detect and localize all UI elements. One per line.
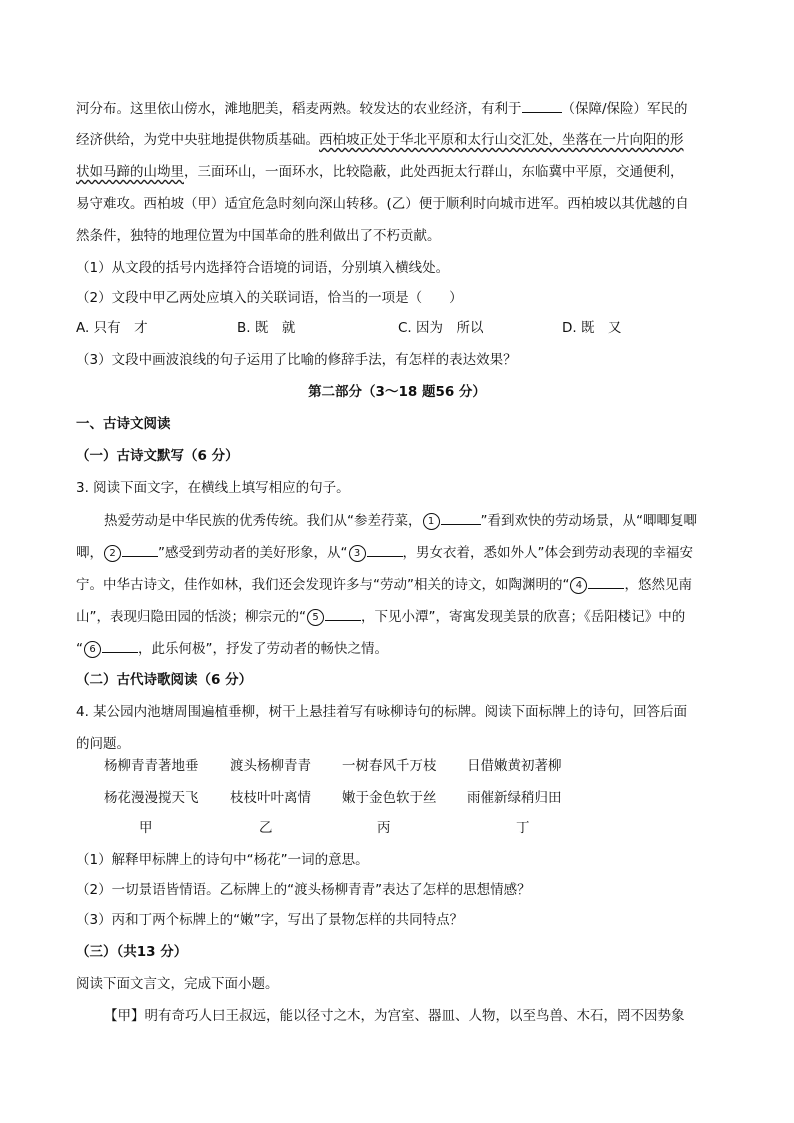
circled-number-1: 1 (423, 513, 440, 530)
subsection-3-heading: （三）（共13 分） (76, 944, 188, 960)
sign-bing-line-1: 一树春风千万枝 (342, 758, 437, 774)
sign-jia-line-1: 杨柳青青著地垂 (104, 758, 199, 774)
question-4-1: （1）解释甲标牌上的诗句中“杨花”一词的意思。 (76, 852, 369, 868)
sign-ding-line-1: 日借嫩黄初著柳 (467, 758, 562, 774)
option-c: C. 因为 所以 (398, 320, 484, 336)
circled-number-6: 6 (84, 641, 101, 658)
sign-jia-line-2: 杨花漫漫搅天飞 (104, 790, 199, 806)
passage-line-4: 易守难攻。西柏坡（甲）适宜危急时刻向深山转移。(乙）便于顺利时向城市进军。西柏坡以其优越的自 (76, 196, 689, 212)
sign-label-jia: 甲 (139, 820, 153, 836)
subsection-2-heading: （二）古代诗歌阅读（6 分） (76, 672, 253, 688)
answer-blank (441, 510, 481, 525)
question-3-main: 3. 阅读下面文字，在横线上填写相应的句子。 (76, 480, 350, 496)
reading-prompt: 阅读下面文言文，完成下面小题。 (76, 976, 279, 992)
question-4-line-1: 4. 某公园内池塘周围遍植垂柳，树干上悬挂着写有咏柳诗句的标牌。阅读下面标牌上的诗句，回答后面 (76, 704, 688, 720)
passage-line-1: 河分布。这里依山傍水，滩地肥美，稻麦两熟。较发达的农业经济，有利于 （保障/保险）军民的 (76, 98, 688, 119)
classical-text-line-1: 【甲】明有奇巧人曰王叔远，能以径寸之木，为宫室、器皿、人物，以至鸟兽、木石，罔不因势象 (104, 1008, 685, 1024)
fill-line-5: “ 6 ，此乐何极”，抒发了劳动者的畅快之情。 (76, 638, 388, 659)
fill-line-1: 热爱劳动是中华民族的优秀传统。我们从“参差荇菜， 1 ”看到欢快的劳动场景，从“唧唧复唧 (104, 510, 697, 531)
wavy-underlined-sentence-end: 状如马蹄的山坳里 (76, 164, 184, 180)
wavy-underlined-sentence: 西柏坡正处于华北平原和太行山交汇处，坐落在一片向阳的形 (319, 132, 684, 148)
fill-line-3: 宁。中华古诗文，佳作如林，我们还会发现许多与“劳动”相关的诗文，如陶渊明的“ 4 ，悠然见南 (76, 574, 692, 595)
fill-line-4: 山”，表现归隐田园的恬淡；柳宗元的“ 5 ，下见小潭”，寄寓发现美景的欣喜；《岳阳楼记》中的 (76, 606, 685, 627)
circled-number-4: 4 (570, 577, 587, 594)
question-1: （1）从文段的括号内选择符合语境的词语，分别填入横线处。 (76, 260, 450, 276)
sign-yi-line-1: 渡头杨柳青青 (230, 758, 311, 774)
answer-blank (122, 542, 158, 557)
fill-line-2: 唧， 2 ”感受到劳动者的美好形象，从“ 3 ，男女衣着，悉如外人”体会到劳动表现的幸福安 (76, 542, 693, 563)
option-a: A. 只有 才 (76, 320, 148, 336)
section-1-heading: 一、古诗文阅读 (76, 416, 171, 432)
answer-blank (367, 542, 403, 557)
sign-label-bing: 丙 (377, 820, 391, 836)
part-two-heading: 第二部分（3～18 题56 分） (308, 384, 486, 400)
sign-yi-line-2: 枝枝叶叶离情 (230, 790, 311, 806)
passage-line-3: 状如马蹄的山坳里，三面环山，一面环水，比较隐蔽，此处西扼太行群山，东临冀中平原，交通便利， (76, 164, 684, 180)
passage-line-2: 经济供给，为党中央驻地提供物质基础。西柏坡正处于华北平原和太行山交汇处，坐落在一片向阳的形 (76, 132, 684, 148)
circled-number-2: 2 (104, 545, 121, 562)
passage-line-5: 然条件，独特的地理位置为中国革命的胜利做出了不朽贡献。 (76, 228, 441, 244)
question-2: （2）文段中甲乙两处应填入的关联词语，恰当的一项是（ ） (76, 290, 463, 306)
sign-label-yi: 乙 (259, 820, 273, 836)
question-3: （3）文段中画波浪线的句子运用了比喻的修辞手法，有怎样的表达效果？ (76, 352, 517, 368)
subsection-1-heading: （一）古诗文默写（6 分） (76, 448, 239, 464)
circled-number-5: 5 (307, 609, 324, 626)
sign-label-ding: 丁 (516, 820, 530, 836)
sign-bing-line-2: 嫩于金色软于丝 (342, 790, 437, 806)
option-b: B. 既 就 (237, 320, 296, 336)
question-4-line-2: 的问题。 (76, 736, 130, 752)
option-d: D. 既 又 (562, 320, 622, 336)
question-4-3: （3）丙和丁两个标牌上的“嫩”字，写出了景物怎样的共同特点？ (76, 912, 464, 928)
answer-blank (588, 574, 624, 589)
question-4-2: （2）一切景语皆情语。乙标牌上的“渡头杨柳青青”表达了怎样的思想情感？ (76, 882, 531, 898)
answer-blank (102, 638, 138, 653)
circled-number-3: 3 (349, 545, 366, 562)
answer-blank (325, 606, 361, 621)
sign-ding-line-2: 雨催新绿稍归田 (467, 790, 562, 806)
answer-blank (522, 98, 562, 113)
